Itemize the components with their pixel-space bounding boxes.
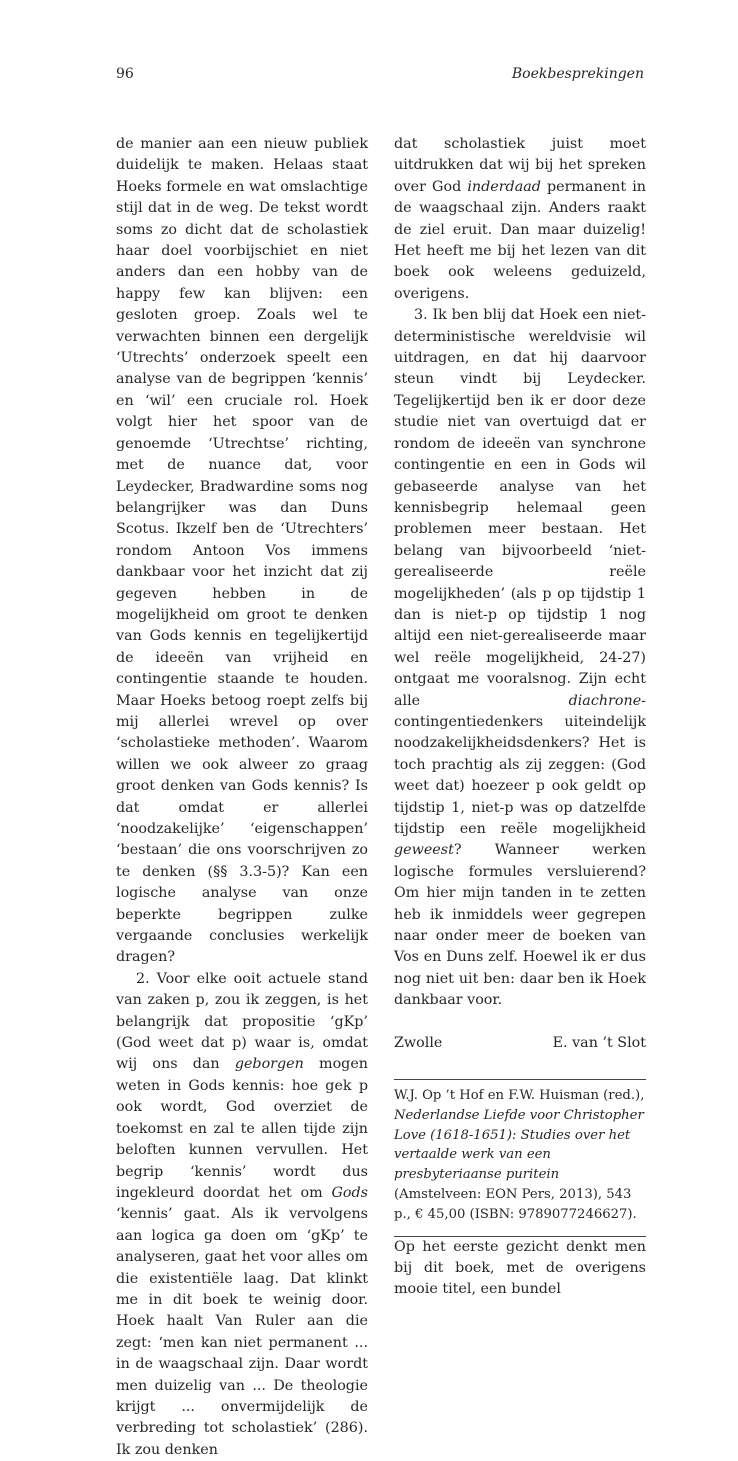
divider <box>394 1079 646 1080</box>
bib-title: Nederlandse Liefde voor Christopher Love (1618-1651): Studies over het vertaalde werk van een presbyteriaanse puritein <box>394 1107 644 1183</box>
paragraph-text: 3. Ik ben blij dat Hoek een niet-deterministische wereldvisie wil uitdragen, en dat hij daarvoor steun vindt bij Leydecker. Tegelijkertijd ben ik er door deze studie niet van overtuigd dat er rondom de ideeën van synchrone contingentie en een in Gods wil gebaseerde analyse van het kennisbegrip helemaal geen problemen meer bestaan. Het belang van bijvoorbeeld ‘niet-gerealiseerde reële mogelijkheden’ (als p op tijdstip 1 dan is niet-p op tijdstip 1 nog altijd een niet-gerealiseerde maar wel reële mogelijkheid, 24-27) ontgaat me vooralsnog. Zijn echt alle <box>394 307 646 709</box>
paragraph-text: mogen weten in Gods kennis: hoe gek p ook wordt, God overziet de toekomst en zal te allen tijde zijn beloften kunnen vervullen. Het begrip ‘kennis’ wordt dus ingekleurd doordat het om <box>116 1056 369 1201</box>
emphasis: inderdaad <box>467 178 541 195</box>
left-column <box>116 134 368 1461</box>
paragraph-text: dat scholastiek juist moet uitdrukken dat wij bij het spreken over God <box>394 136 646 195</box>
emphasis: diachrone <box>568 692 642 709</box>
next-review-paragraph <box>394 1237 646 1301</box>
paragraph <box>116 969 368 1461</box>
paragraph-text: Op het eerste gezicht denkt men bij dit boek, met de overigens mooie titel, een bundel <box>394 1238 646 1298</box>
paragraph-text: de manier aan een nieuw publiek duidelijk te maken. Helaas staat Hoeks formele en wat omslachtige stijl dat in de weg. De tekst wordt soms zo dicht dat de scholastiek haar doel voorbijschiet en niet anders dan een hobby van de happy few kan blijven: een gesloten groep. Zoals wel te verwachten binnen een dergelijk ‘Utrechts’ onderzoek speelt een analyse van de begrippen ‘kennis’ en ‘wil’ een cruciale rol. Hoek volgt hier het spoor van de genoemde ‘Utrechtse’ richting, met de nuance dat, voor Leydecker, Bradwardine soms nog belangrijker was dan Duns Scotus. Ikzelf ben de ‘Utrechters’ rondom Antoon Vos immens dankbaar voor het inzicht dat zij gegeven hebben in de mogelijkheid om groot te denken van Gods kennis en tegelijkertijd de ideeën van vrijheid en contingentie staande te houden. Maar Hoeks betoog roept zelfs bij mij allerlei wrevel op over ‘scholastieke methoden’. Waarom willen we ook alweer zo graag groot denken van Gods kennis? Is dat omdat er allerlei ‘noodzakelijke’ ‘eigenschappen’ ‘bestaan’ die ons voorschrijven zo te denken (§§ 3.3-5)? Kan een logische analyse van onze beperkte begrippen zulke vergaande conclusies werkelijk dragen? <box>116 136 368 966</box>
bibliographic-entry <box>394 1086 646 1225</box>
paragraph <box>394 134 646 305</box>
emphasis: geweest <box>394 842 454 859</box>
paragraph-text: ? Wanneer werken logische formules versluierend? Om hier mijn tanden in te zetten heb ik inmiddels weer gegrepen naar onder meer de boeken van Vos en Duns zelf. Hoewel ik er dus nog niet uit ben: daar ben ik Hoek dankbaar voor. <box>394 842 646 1009</box>
signature-line <box>394 1033 646 1054</box>
paragraph-text: -contingentiedenkers uiteindelijk noodzakelijkheidsdenkers? Het is toch prachtig als zij zeggen: (God weet dat) hoezeer p ook geldt op tijdstip 1, niet-p was op datzelfde tijdstip een reële mogelijkheid <box>394 692 646 837</box>
page-number: 96 <box>116 66 134 82</box>
running-header: Boekbesprekingen <box>511 66 644 82</box>
paragraph <box>116 134 368 969</box>
paragraph-text: ‘kennis’ gaat. Als ik vervolgens aan logica ga doen om ‘gKp’ te analyseren, gaat het voor alles om die existentiële laag. Dat klinkt me in dit boek te weinig door. Hoek haalt Van Ruler aan die zegt: ‘men kan niet permanent ... in de waagschaal zijn. Daar wordt men duizelig van ... De theologie krijgt ... onvermijdelijk de verbreding tot scholastiek’ (286). Ik zou denken <box>116 1206 368 1458</box>
signature-place: Zwolle <box>394 1034 443 1051</box>
bib-details: (Amstelveen: EON Pers, 2013), 543 p., € 45,00 (ISBN: 9789077246627). <box>394 1187 637 1222</box>
bib-authors: W.J. Op ’t Hof en F.W. Huisman (red.), <box>394 1088 645 1104</box>
signature-author: E. van ’t Slot <box>552 1034 646 1051</box>
paragraph <box>394 305 646 1011</box>
emphasis: Gods <box>331 1184 368 1201</box>
paragraph-text: 2. Voor elke ooit actuele stand van zaken p, zou ik zeggen, is het belangrijk dat propositie ‘gKp’ (God weet dat p) waar is, omdat wij ons dan <box>116 970 368 1073</box>
right-column <box>394 134 646 1301</box>
paragraph-text: permanent in de waagschaal zijn. Anders raakt de ziel eruit. Dan maar duizelig! Het heeft me bij het lezen van dit boek ook weleens geduizeld, overigens. <box>394 178 646 302</box>
emphasis: geborgen <box>234 1056 304 1073</box>
